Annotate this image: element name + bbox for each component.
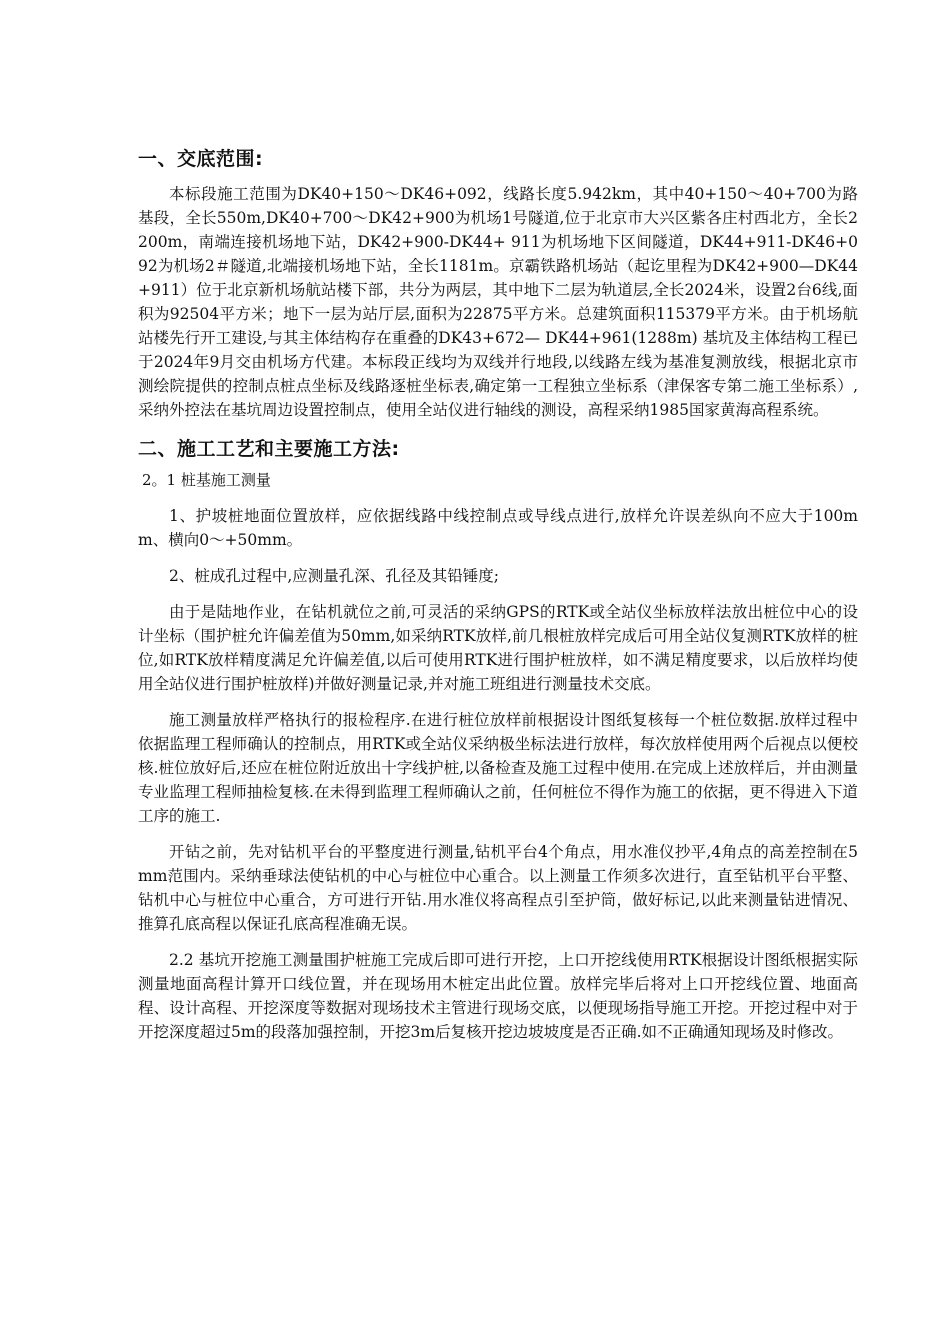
excavation-survey-paragraph: 2.2 基坑开挖施工测量围护桩施工完成后即可进行开挖，上口开挖线使用RTK根据设计图纸根据实际测量地面高程计算开口线位置，并在现场用木桩定出此位置。放样完毕后将对上口开挖线位置、地面高程、设计高程、开挖深度等数据对现场技术主管进行现场交底，以便现场指导施工开挖。开挖过程中对于开挖深度超过5m的段落加强控制，开挖3m后复核开挖边坡坡度是否正确.如不正确通知现场及时修改。 [138, 951, 858, 1041]
rtk-layout-paragraph: 由于是陆地作业，在钻机就位之前,可灵活的采纳GPS的RTK或全站仪坐标放样法放出桩位中心的设计坐标（围护桩允许偏差值为50mm,如采纳RTK放样,前几根桩放样完成后可用全站仪复测RTK放样的桩位,如RTK放样精度满足允许偏差值,以后可使用RTK进行围护桩放样，如不满足精度要求，以后放样均使用全站仪进行围护桩放样)并做好测量记录,并对施工班组进行测量技术交底。 [138, 603, 858, 693]
section-1-paragraph: 本标段施工范围为DK40+150～DK46+092，线路长度5.942km，其中40+150～40+700为路基段，全长550m,DK40+700～DK42+900为机场1号隧道,位于北京市大兴区紫各庄村西北方，全长2200m，南端连接机场地下站，DK42+900-DK44+ 911为机场地下区间隧道，DK44+911-DK46+092为机场2＃隧道,北端接机场地下站，全长1181m。京霸铁路机场站（起讫里程为DK42+900—DK44+911）位于北京新机场航站楼下部，共分为两层，其中地下二层为轨道层,全长2024米，设置2台6线,面积为92504平方米；地下一层为站厅层,面积为22875平方米。总建筑面积115379平方米。由于机场航站楼先行开工建设,与其主体结构存在重叠的DK43+672— DK44+961(1288m) 基坑及主体结构工程已于2024年9月交由机场方代建。本标段正线均为双线并行地段,以线路左线为基准复测放线，根据北京市测绘院提供的控制点桩点坐标及线路逐桩坐标表,确定第一工程独立坐标系（津保客专第二施工坐标系）,采纳外控法在基坑周边设置控制点，使用全站仪进行轴线的测设，高程采纳1985国家黄海高程系统。 [138, 185, 858, 419]
hole-measurement-paragraph: 2、桩成孔过程中,应测量孔深、孔径及其铅锤度; [169, 567, 500, 585]
drilling-platform-paragraph: 开钻之前，先对钻机平台的平整度进行测量,钻机平台4个角点，用水准仪抄平,4角点的高差控制在5mm范围内。采纳垂球法使钻机的中心与桩位中心重合。以上测量工作须多次进行，直至钻机平台平整、钻机中心与桩位中心重合，方可进行开钻.用水准仪将高程点引至护筒，做好标记,以此来测量钻进情况、推算孔底高程以保证孔底高程准确无误。 [138, 843, 858, 933]
section-2-heading: 二、施工工艺和主要施工方法: [138, 438, 400, 460]
subsection-2-1-heading: 2。1 桩基施工测量 [142, 471, 271, 489]
pile-layout-tolerance-paragraph: 1、护坡桩地面位置放样，应依据线路中线控制点或导线点进行,放样允许误差纵向不应大于100mm、横向0～+50mm。 [138, 507, 858, 549]
inspection-procedure-paragraph: 施工测量放样严格执行的报检程序.在进行桩位放样前根据设计图纸复核每一个桩位数据.放样过程中依据监理工程师确认的控制点，用RTK或全站仪采纳极坐标法进行放样，每次放样使用两个后视点以便校核.桩位放好后,还应在桩位附近放出十字线护桩,以备检查及施工过程中使用.在完成上述放样后，并由测量专业监理工程师抽检复核.在未得到监理工程师确认之前，任何桩位不得作为施工的依据，更不得进入下道工序的施工. [138, 711, 858, 825]
document-body [138, 140, 858, 1056]
section-1-heading: 一、交底范围: [138, 148, 264, 170]
